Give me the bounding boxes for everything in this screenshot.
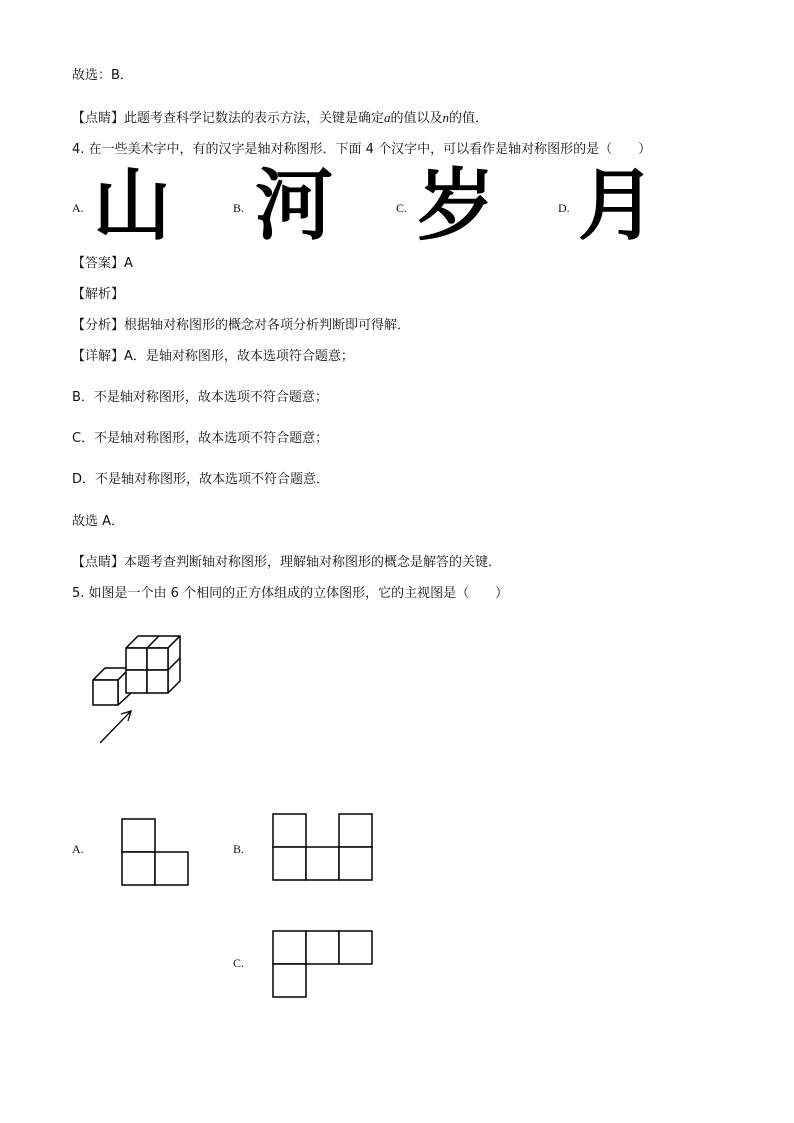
q4-option-b-label: B. <box>233 201 245 215</box>
prev-answer: 故选：B． <box>72 68 133 83</box>
q4-detail-d: D．不是轴对称图形，故本选项不符合题意． <box>72 472 330 487</box>
view-direction-arrow-icon <box>100 711 131 743</box>
block-front-br <box>147 670 168 693</box>
q4-option-d-glyph: 月 <box>578 161 657 251</box>
variable-a: a <box>384 110 391 125</box>
q4-option-d-label: D. <box>558 201 570 215</box>
q4-question: 4. 在一些美术字中，有的汉字是轴对称图形．下面 4 个汉字中，可以看作是轴对称图形的是（ ） <box>72 142 652 157</box>
q5-option-c-figure <box>272 930 374 1000</box>
q4-analysis-label: 【解析】 <box>72 287 125 302</box>
q4-option-a-label: A. <box>72 201 84 215</box>
q4-option-b-glyph: 河 <box>255 161 334 251</box>
block-front-tl <box>126 648 147 670</box>
q4-comment: 【点睛】本题考查判断轴对称图形，理解轴对称图形的概念是解答的关键． <box>72 555 502 570</box>
q4-detail-c: C．不是轴对称图形，故本选项不符合题意； <box>72 431 329 446</box>
block-front-bl <box>126 670 147 693</box>
comment-part2: 的值以及 <box>390 111 443 126</box>
q4-analysis: 【分析】根据轴对称图形的概念对各项分析判断即可得解． <box>72 318 411 333</box>
q5-option-c-label: C. <box>233 956 245 970</box>
q4-conclusion: 故选 A． <box>72 514 125 529</box>
q4-option-c-label: C. <box>396 201 408 215</box>
cube-figure <box>85 628 215 748</box>
q5-option-b-figure <box>272 813 374 883</box>
q5-question: 5. 如图是一个由 6 个相同的正方体组成的立体图形，它的主视图是（ ） <box>72 586 509 601</box>
q3-comment <box>72 110 488 127</box>
comment-part3: 的值． <box>449 111 489 126</box>
comment-label: 【点睛】 <box>72 111 125 126</box>
q4-option-a-glyph: 山 <box>93 161 172 251</box>
q4-answer: 【答案】A <box>72 256 133 271</box>
q5-option-b-label: B. <box>233 842 245 856</box>
q5-option-a-figure <box>121 818 191 888</box>
cube-small-front <box>93 680 118 705</box>
q4-detail-b: B．不是轴对称图形，故本选项不符合题意； <box>72 390 328 405</box>
q4-detail-a: 【详解】A．是轴对称图形，故本选项符合题意； <box>72 349 354 364</box>
variable-n: n <box>442 110 450 125</box>
q4-option-c-glyph: 岁 <box>417 161 496 251</box>
q5-option-a-label: A. <box>72 842 84 856</box>
block-front-tr <box>147 648 168 670</box>
comment-part1: 此题考查科学记数法的表示方法，关键是确定 <box>124 111 385 126</box>
